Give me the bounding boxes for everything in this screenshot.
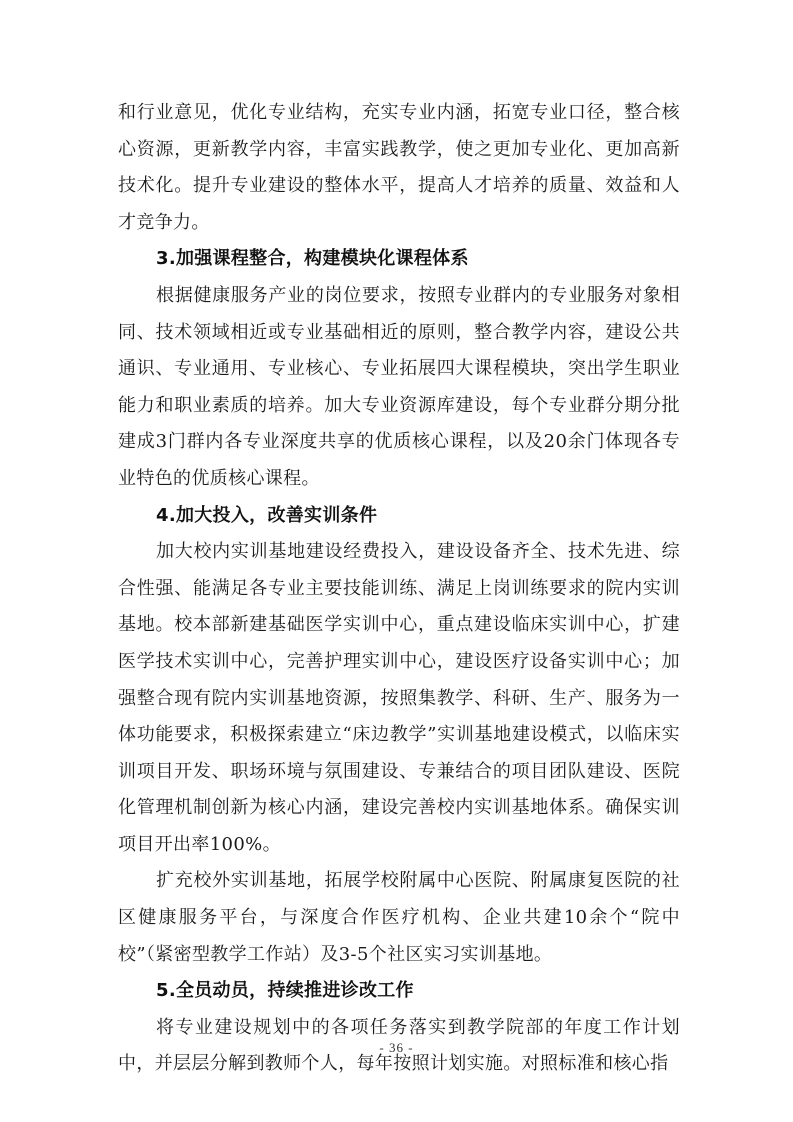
paragraph-continued: 和行业意见，优化专业结构，充实专业内涵，拓宽专业口径，整合核心资源，更新教学内容，丰富实践教学，使之更加专业化、更加高新技术化。提升专业建设的整体水平，提高人才培养的质量、效益和人才竞争力。: [118, 102, 680, 233]
paragraph-diagnosis-improvement: 将专业建设规划中的各项任务落实到教学院部的年度工作计划中，并层层分解到教师个人，每年按照计划实施。对照标准和核心指: [118, 1016, 680, 1075]
section-heading-3: 3.加强课程整合，构建模块化课程体系: [156, 248, 469, 270]
paragraph-external-training: 扩充校外实训基地，拓展学校附属中心医院、附属康复医院的社区健康服务平台，与深度合作医疗机构、企业共建10余个“院中校”（紧密型教学工作站）及3-5个社区实习实训基地。: [118, 870, 680, 965]
document-page: [118, 95, 680, 1083]
paragraph-course-integration: 根据健康服务产业的岗位要求，按照专业群内的专业服务对象相同、技术领域相近或专业基础相近的原则，整合教学内容，建设公共通识、专业通用、专业核心、专业拓展四大课程模块，突出学生职业能力和职业素质的培养。加大专业资源库建设，每个专业群分期分批建成3门群内各专业深度共享的优质核心课程，以及20余门体现各专业特色的优质核心课程。: [118, 284, 681, 489]
section-heading-4: 4.加大投入，改善实训条件: [156, 504, 378, 526]
page-number: - 36 -: [379, 1040, 414, 1055]
paragraph-internal-training: 加大校内实训基地建设经费投入，建设设备齐全、技术先进、综合性强、能满足各专业主要技能训练、满足上岗训练要求的院内实训基地。校本部新建基础医学实训中心，重点建设临床实训中心，扩建医学技术实训中心，完善护理实训中心，建设医疗设备实训中心；加强整合现有院内实训基地资源，按照集教学、科研、生产、服务为一体功能要求，积极探索建立“床边教学”实训基地建设模式，以临床实训项目开发、职场环境与氛围建设、专兼结合的项目团队建设、医院化管理机制创新为核心内涵，建设完善校内实训基地体系。确保实训项目开出率100%。: [118, 541, 680, 855]
section-heading-5: 5.全员动员，持续推进诊改工作: [156, 980, 414, 1002]
